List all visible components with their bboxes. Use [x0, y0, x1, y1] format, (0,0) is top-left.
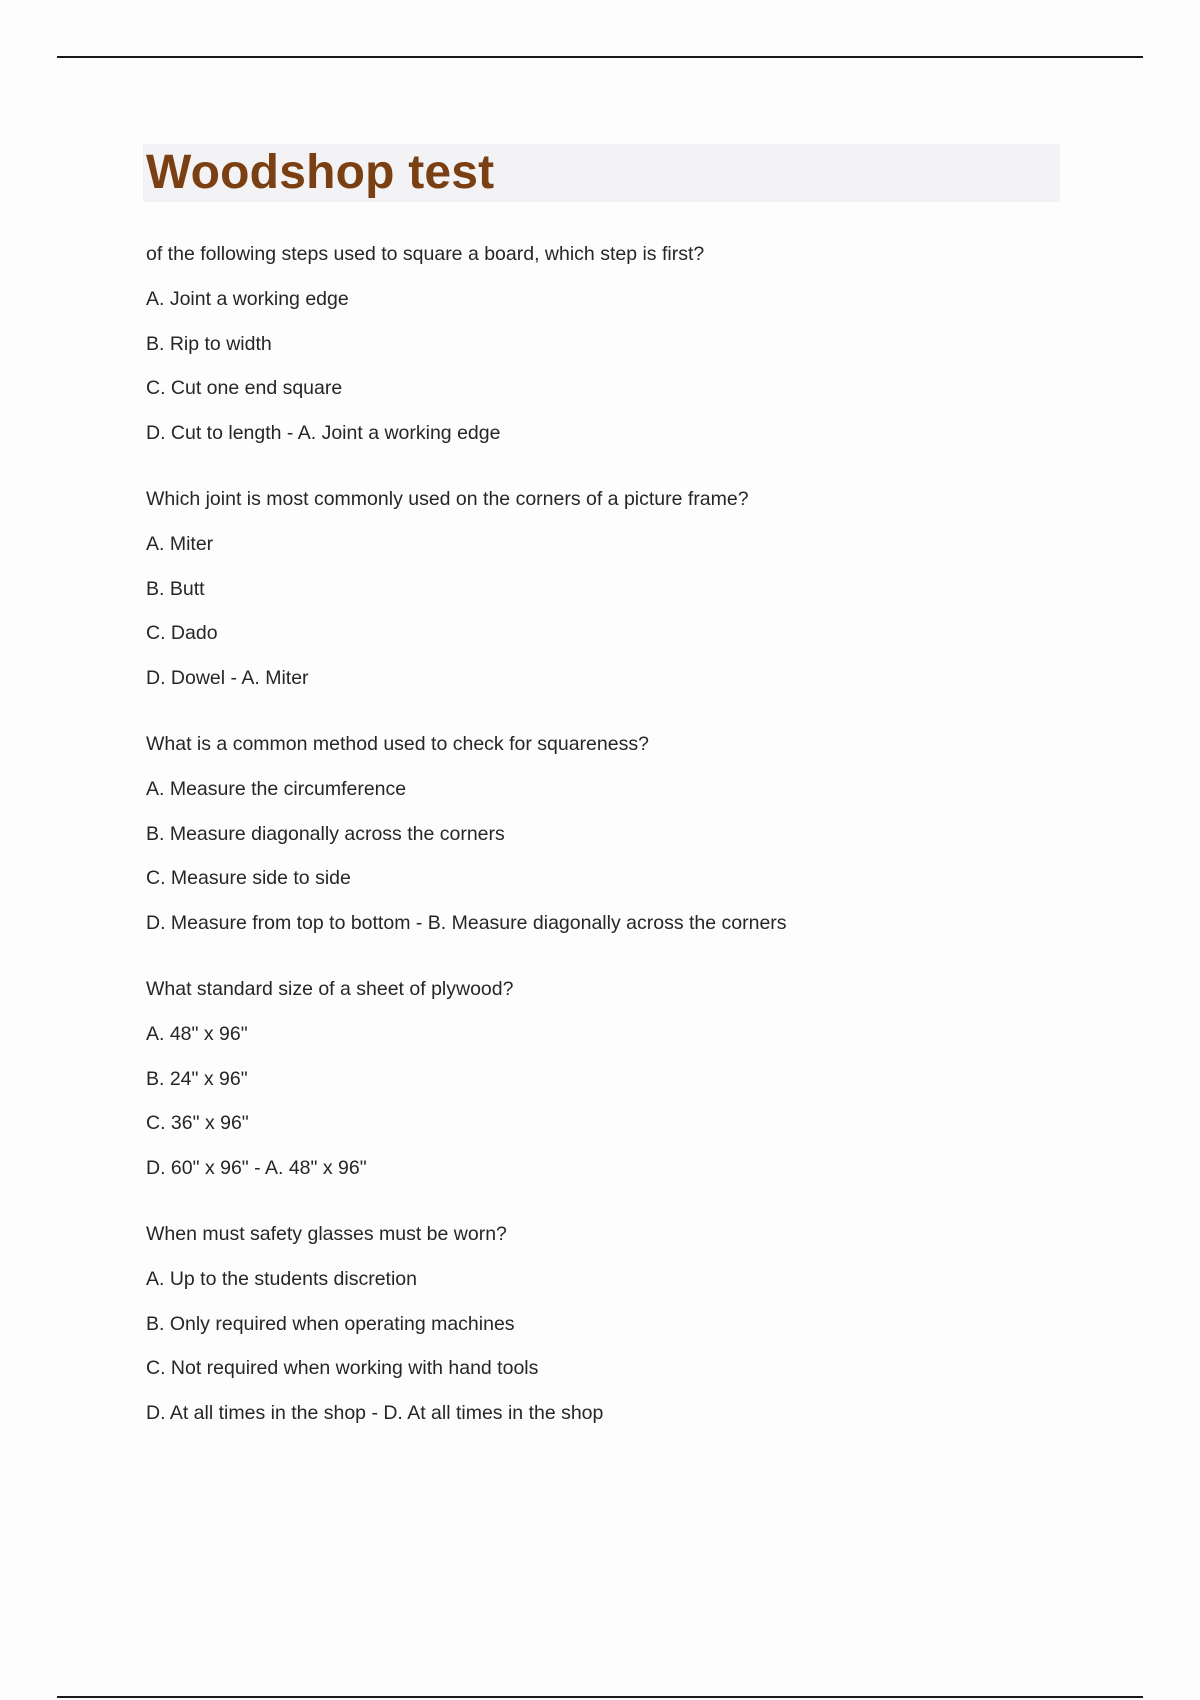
- question-text: Which joint is most commonly used on the corners of a picture frame?: [146, 488, 749, 510]
- answer-option: B. Rip to width: [146, 332, 272, 355]
- answer-option: D. Measure from top to bottom - B. Measure diagonally across the corners: [146, 912, 787, 934]
- page-title: Woodshop test: [146, 146, 495, 199]
- answer-option: A. 48" x 96": [146, 1022, 248, 1045]
- question-block: [146, 733, 1106, 934]
- answer-option: B. Butt: [146, 577, 205, 600]
- answer-option: A. Miter: [146, 532, 214, 555]
- answer-option: A. Joint a working edge: [146, 287, 349, 310]
- answer-option: B. Only required when operating machines: [146, 1312, 515, 1335]
- question-text: What standard size of a sheet of plywood?: [146, 978, 514, 1000]
- answer-option: C. 36" x 96": [146, 1112, 249, 1135]
- answer-option: A. Measure the circumference: [146, 777, 407, 800]
- answer-option: D. Dowel - A. Miter: [146, 667, 309, 689]
- question-text: of the following steps used to square a board, which step is first?: [146, 243, 705, 265]
- answer-option: B. Measure diagonally across the corners: [146, 822, 505, 845]
- answer-option: A. Up to the students discretion: [146, 1267, 417, 1290]
- question-text: When must safety glasses must be worn?: [146, 1223, 507, 1245]
- answer-option: C. Dado: [146, 622, 218, 645]
- top-rule: [57, 56, 1143, 58]
- bottom-rule: [57, 1696, 1143, 1698]
- question-list: [146, 243, 1106, 1468]
- answer-option: D. Cut to length - A. Joint a working edge: [146, 422, 501, 444]
- answer-option: B. 24" x 96": [146, 1067, 248, 1090]
- question-block: [146, 243, 1106, 444]
- question-block: [146, 488, 1106, 689]
- answer-option: D. 60" x 96" - A. 48" x 96": [146, 1157, 367, 1179]
- answer-option: C. Not required when working with hand tools: [146, 1357, 539, 1380]
- answer-option: D. At all times in the shop - D. At all times in the shop: [146, 1402, 604, 1424]
- question-text: What is a common method used to check for squareness?: [146, 733, 649, 755]
- question-block: [146, 1223, 1106, 1424]
- question-block: [146, 978, 1106, 1179]
- answer-option: C. Measure side to side: [146, 867, 351, 890]
- answer-option: C. Cut one end square: [146, 377, 343, 400]
